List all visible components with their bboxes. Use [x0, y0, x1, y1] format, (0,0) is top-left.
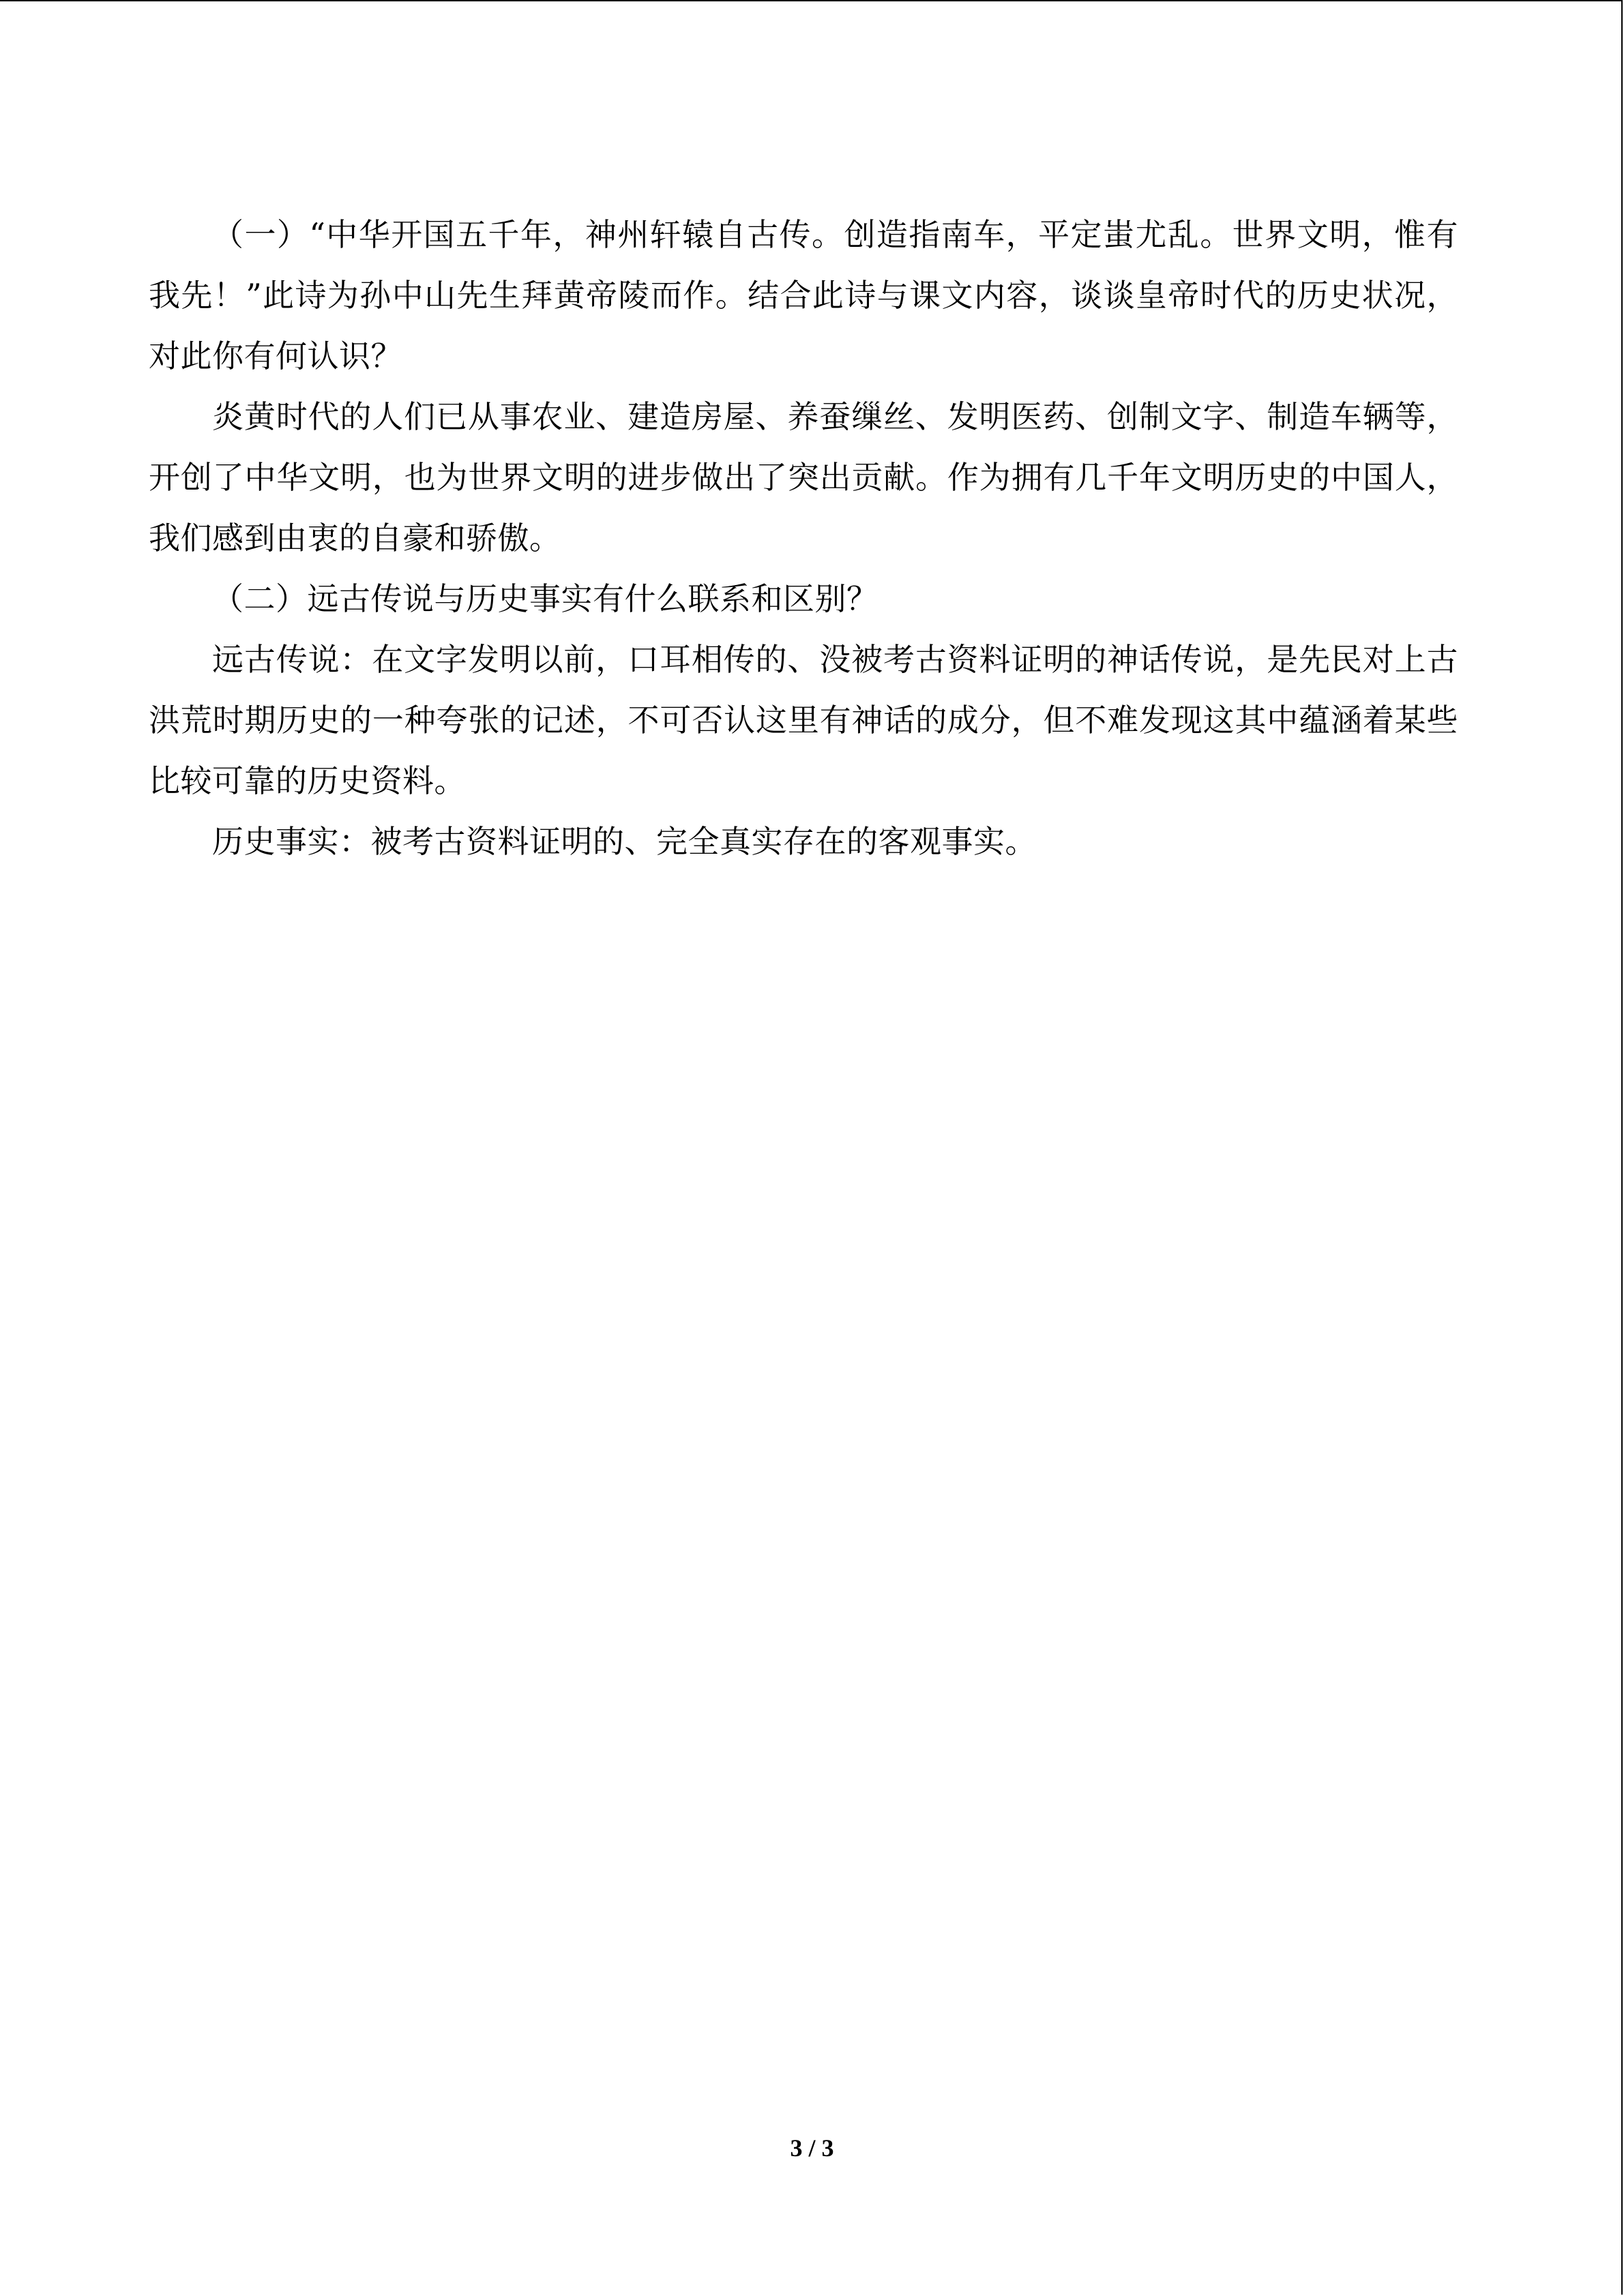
page-number: 3 / 3 — [790, 2134, 834, 2162]
legend-definition-paragraph: 远古传说：在文字发明以前，口耳相传的、没被考古资料证明的神话传说，是先民对上古洪荒时期历史的一种夸张的记述，不可否认这里有神话的成分，但不难发现这其中蕴涵着某些比较可靠的历史资料。 — [149, 641, 1458, 799]
fact-definition-paragraph: 历史事实：被考古资料证明的、完全真实存在的客观事实。 — [212, 823, 1037, 860]
question-two-paragraph: （二）远古传说与历史事实有什么联系和区别？ — [212, 580, 879, 617]
answer-one-paragraph: 炎黄时代的人们已从事农业、建造房屋、养蚕缫丝、发明医药、创制文字、制造车辆等，开创了中华文明，也为世界文明的进步做出了突出贡献。作为拥有几千年文明历史的中国人，我们感到由衷的自豪和骄傲。 — [149, 398, 1458, 556]
question-one-paragraph: （一）“中华开国五千年，神州轩辕自古传。创造指南车，平定蚩尤乱。世界文明，惟有我先！”此诗为孙中山先生拜黄帝陵而作。结合此诗与课文内容，谈谈皇帝时代的历史状况，对此你有何认识？ — [149, 216, 1458, 374]
document-body — [149, 205, 1458, 872]
